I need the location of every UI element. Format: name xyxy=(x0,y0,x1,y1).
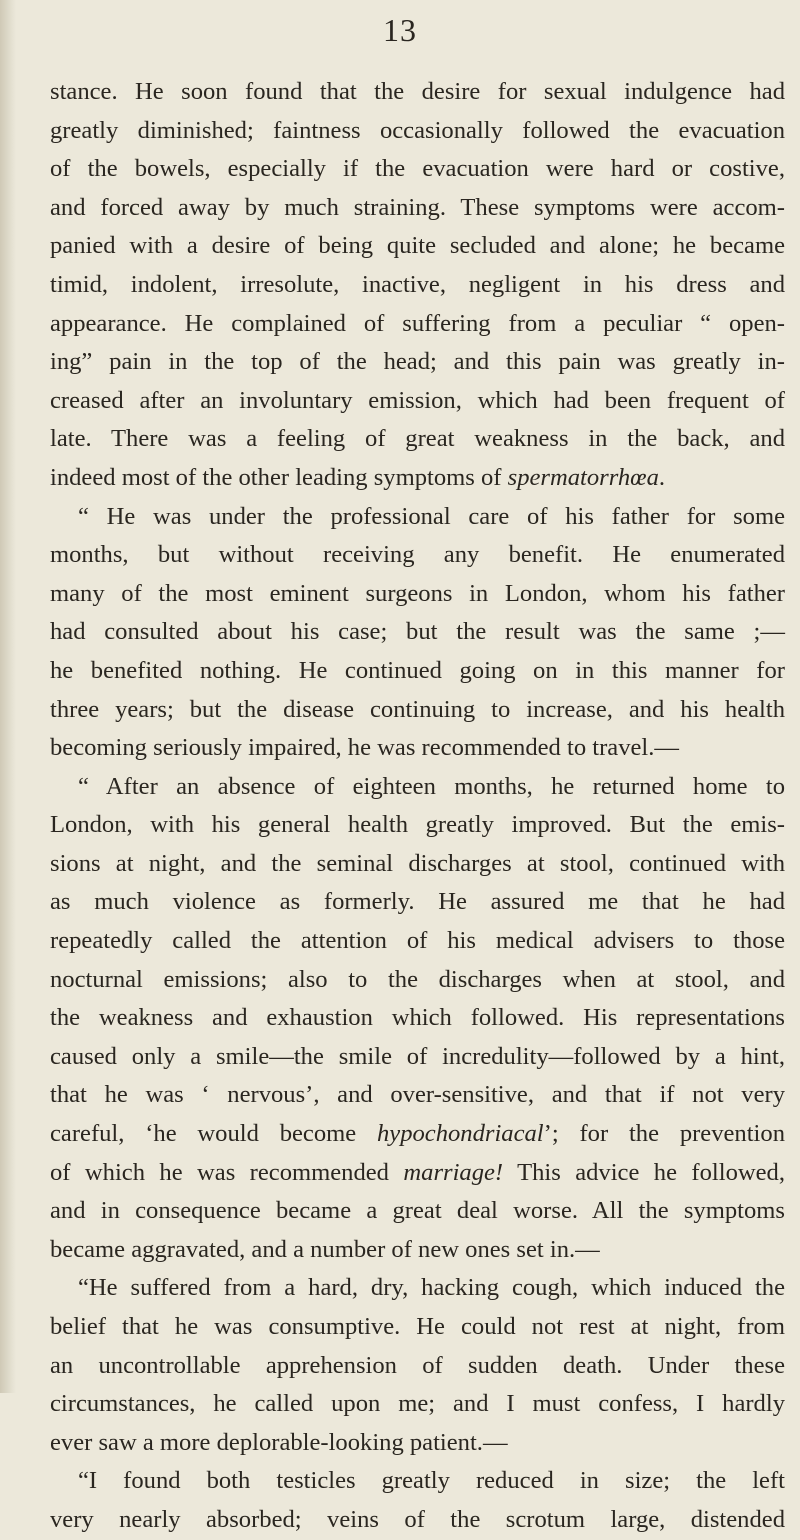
text-line: he benefited nothing. He continued going on in this manner for xyxy=(50,656,785,684)
paragraph-1 xyxy=(50,73,785,498)
text-line: and in consequence became a great deal worse. All the symptoms xyxy=(50,1197,785,1225)
text-line: belief that he was consumptive. He could not rest at night, from xyxy=(50,1313,785,1340)
text-line: greatly diminished; faintness occasionally followed the evacuation xyxy=(50,116,785,144)
text-line: becoming seriously impaired, he was recommended to travel.— xyxy=(50,734,680,762)
text-line: panied with a desire of being quite secluded and alone; he became xyxy=(50,232,785,260)
page-number: 13 xyxy=(383,12,417,48)
italic-term: spermatorrhœa xyxy=(507,463,659,491)
text-segment: . xyxy=(658,463,666,491)
text-line: “He suffered from a hard, dry, hacking cough, which induced the xyxy=(78,1274,785,1302)
text-line: as much violence as formerly. He assured me that he had xyxy=(50,888,785,916)
italic-term: hypochondriacal xyxy=(376,1120,544,1148)
text-line: timid, indolent, irresolute, inactive, negligent in his dress and xyxy=(50,270,785,298)
text-line: “I found both testicles greatly reduced in size; the left xyxy=(78,1467,785,1495)
text-line: had consulted about his case; but the result was the same ;— xyxy=(50,618,785,646)
text-segment: careful, ‘he would become xyxy=(50,1120,377,1148)
paragraph-5 xyxy=(50,1462,785,1539)
text-line: sions at night, and the seminal discharges at stool, continued with xyxy=(50,849,785,877)
text-line: that he was ‘ nervous’, and over-sensitive, and that if not very xyxy=(50,1081,785,1109)
paragraph-4 xyxy=(50,1269,785,1462)
text-line: three years; but the disease continuing to increase, and his health xyxy=(50,695,785,723)
text-line: late. There was a feeling of great weakness in the back, and xyxy=(50,425,785,453)
text-line xyxy=(50,1154,785,1193)
binding-gutter xyxy=(0,0,16,1393)
text-segment: of which he was recommended xyxy=(50,1158,404,1186)
text-line: “ He was under the professional care of his father for some xyxy=(78,502,785,530)
text-segment: indeed most of the other leading symptoms of xyxy=(50,463,508,491)
text-line: the weakness and exhaustion which followed. His representations xyxy=(50,1004,785,1032)
text-line: many of the most eminent surgeons in London, whom his father xyxy=(50,579,785,607)
text-line: appearance. He complained of suffering from a peculiar “ open- xyxy=(50,309,785,337)
body-text xyxy=(50,73,785,1540)
text-line: of the bowels, especially if the evacuation were hard or costive, xyxy=(50,155,785,183)
text-line: London, with his general health greatly improved. But the emis- xyxy=(50,811,785,839)
text-line: nocturnal emissions; also to the discharges when at stool, and xyxy=(50,965,785,993)
text-segment: ’; for the prevention xyxy=(543,1120,785,1148)
text-line: very nearly absorbed; veins of the scrotum large, distended xyxy=(50,1505,785,1533)
text-line: circumstances, he called upon me; and I must confess, I hardly xyxy=(50,1390,785,1418)
text-line: creased after an involuntary emission, which had been frequent of xyxy=(50,386,785,414)
paragraph-2 xyxy=(50,498,785,768)
text-line: ing” pain in the top of the head; and this pain was greatly in- xyxy=(50,348,785,376)
italic-term: marriage! xyxy=(403,1158,504,1186)
text-segment: This advice he followed, xyxy=(503,1158,785,1186)
text-line xyxy=(50,459,785,498)
text-line: caused only a smile—the smile of incredulity—followed by a hint, xyxy=(50,1042,785,1070)
text-line: months, but without receiving any benefit. He enumerated xyxy=(50,541,785,569)
text-line: repeatedly called the attention of his medical advisers to those xyxy=(50,927,785,955)
text-line: an uncontrollable apprehension of sudden death. Under these xyxy=(50,1351,785,1379)
text-line: stance. He soon found that the desire for sexual indulgence had xyxy=(50,78,785,105)
text-line: and forced away by much straining. These symptoms were accom- xyxy=(50,193,785,221)
text-line: “ After an absence of eighteen months, he returned home to xyxy=(78,772,785,800)
paragraph-3 xyxy=(50,768,785,1270)
text-line: became aggravated, and a number of new ones set in.— xyxy=(50,1235,600,1263)
text-line: ever saw a more deplorable-looking patient.— xyxy=(50,1428,508,1456)
text-line xyxy=(50,1115,785,1154)
